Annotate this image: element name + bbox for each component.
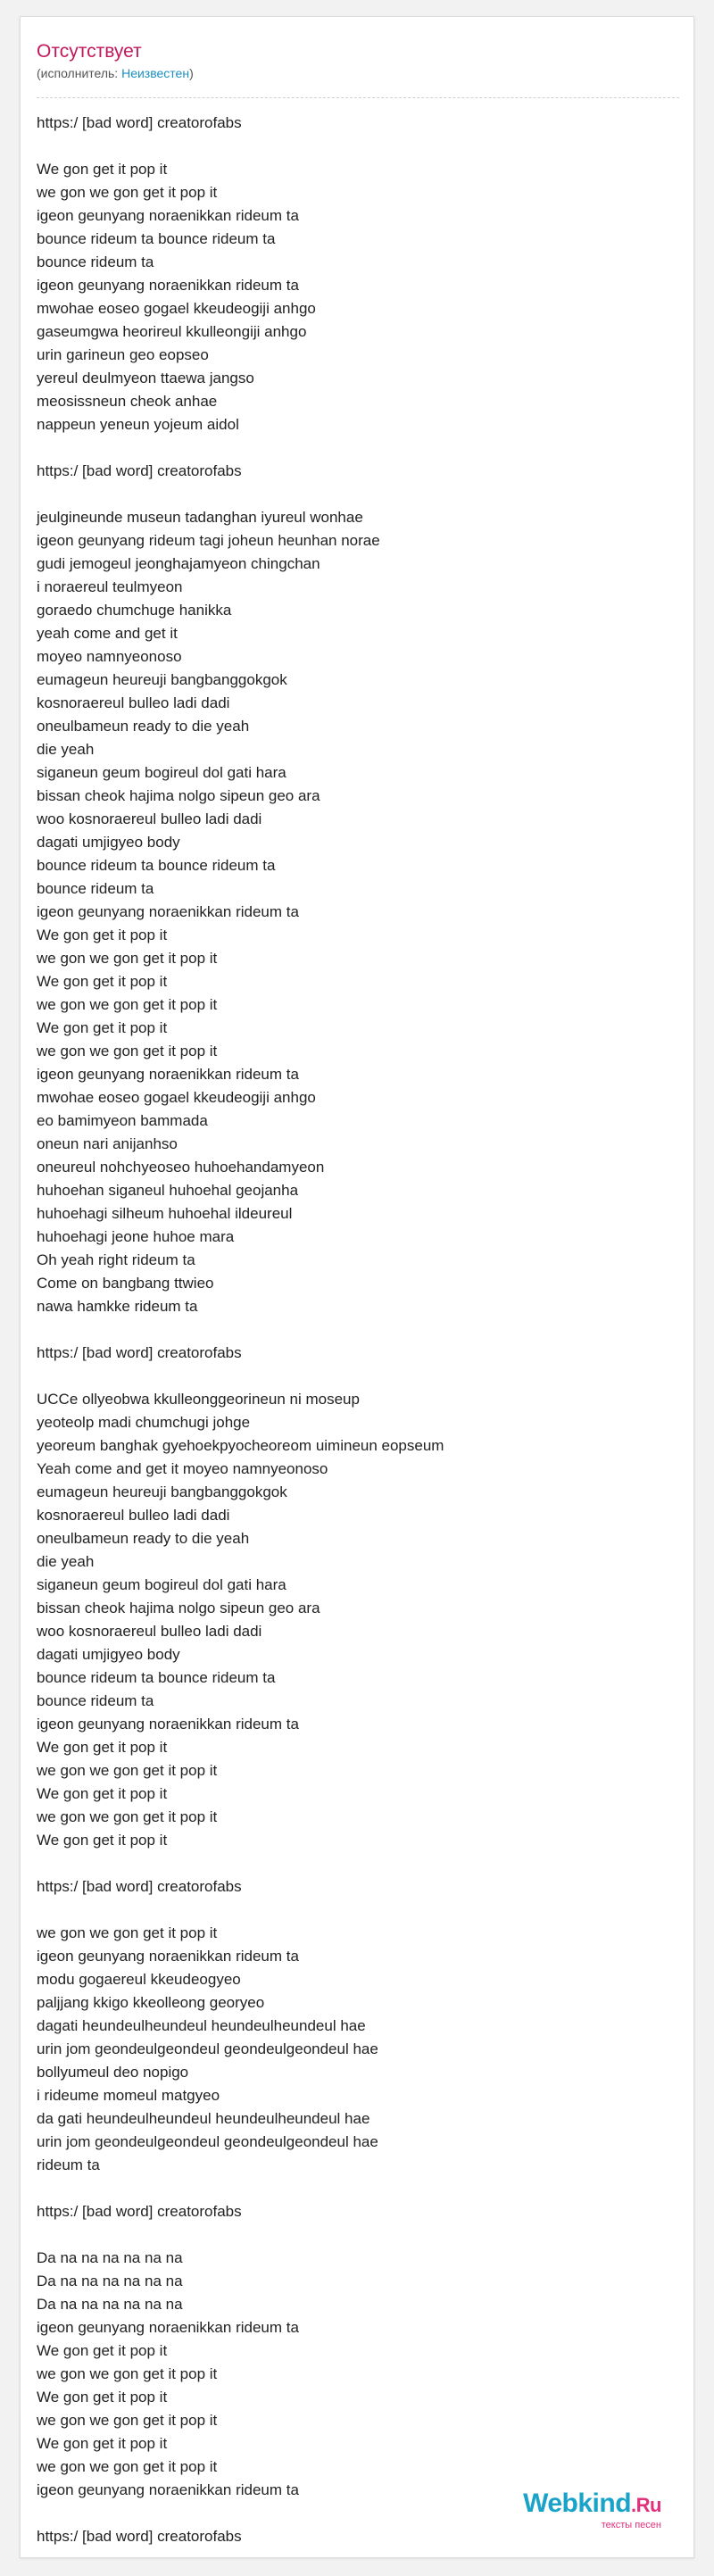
lyric-line: gudi jemogeul jeonghajamyeon chingchan [37, 555, 320, 572]
lyric-line: die yeah [37, 741, 95, 758]
lyric-line: bissan cheok hajima nolgo sipeun geo ara [37, 1600, 320, 1616]
lyric-line: igeon geunyang noraenikkan rideum ta [37, 1948, 299, 1965]
lyric-line: igeon geunyang noraenikkan rideum ta [37, 2319, 299, 2336]
lyric-line: igeon geunyang noraenikkan rideum ta [37, 903, 299, 920]
lyric-line: We gon get it pop it [37, 1019, 168, 1036]
lyric-line: igeon geunyang rideum tagi joheun heunhan norae [37, 532, 380, 549]
lyric-line: https:/ [bad word] creatorofabs [37, 1344, 242, 1361]
lyric-line: yeoteolp madi chumchugi johge [37, 1414, 251, 1431]
lyric-line: bounce rideum ta bounce rideum ta [37, 857, 276, 874]
lyric-line: We gon get it pop it [37, 1832, 168, 1849]
lyric-line: eumageun heureuji bangbanggokgok [37, 671, 287, 688]
lyric-line: kosnoraereul bulleo ladi dadi [37, 1507, 230, 1524]
logo-kind-text: kind [577, 2489, 632, 2518]
lyric-line: oneulbameun ready to die yeah [37, 1530, 250, 1547]
lyric-blank-line [37, 483, 679, 506]
lyric-blank-line [37, 436, 679, 460]
lyric-blank-line [37, 1365, 679, 1388]
artist-suffix: ) [189, 66, 194, 80]
lyric-line: we gon we gon get it pop it [37, 1808, 218, 1825]
lyric-line: huhoehagi silheum huhoehal ildeureul [37, 1205, 293, 1222]
lyric-line: Come on bangbang ttwieo [37, 1275, 214, 1292]
song-header [37, 40, 679, 81]
lyric-line: bollyumeul deo nopigo [37, 2064, 189, 2081]
lyric-blank-line [37, 1899, 679, 1922]
lyric-line: dagati heundeulheundeul heundeulheundeul hae [37, 2017, 366, 2034]
lyric-line: igeon geunyang noraenikkan rideum ta [37, 2481, 299, 2498]
lyric-line: Yeah come and get it moyeo namnyeonoso [37, 1460, 328, 1477]
lyric-line: We gon get it pop it [37, 2389, 168, 2406]
lyric-line: i noraereul teulmyeon [37, 578, 183, 595]
lyric-line: we gon we gon get it pop it [37, 184, 218, 201]
webkind-logo[interactable] [523, 2489, 661, 2530]
lyric-line: siganeun geum bogireul dol gati hara [37, 764, 286, 781]
artist-link[interactable]: Неизвестен [121, 66, 190, 80]
lyric-line: huhoehan siganeul huhoehal geojanha [37, 1182, 299, 1199]
lyric-line: we gon we gon get it pop it [37, 2412, 218, 2429]
artist-prefix: (исполнитель: [37, 66, 122, 80]
lyric-line: igeon geunyang noraenikkan rideum ta [37, 277, 299, 294]
lyric-line: we gon we gon get it pop it [37, 2365, 218, 2382]
lyric-line: die yeah [37, 1553, 95, 1570]
header-divider [37, 97, 679, 98]
lyric-line: we gon we gon get it pop it [37, 1043, 218, 1059]
lyric-line: meosissneun cheok anhae [37, 393, 218, 410]
lyric-line: urin garineun geo eopseo [37, 346, 209, 363]
lyric-line: https:/ [bad word] creatorofabs [37, 114, 242, 131]
lyric-line: goraedo chumchuge hanikka [37, 602, 232, 619]
lyric-line: Da na na na na na na [37, 2273, 183, 2289]
lyric-line: oneulbameun ready to die yeah [37, 718, 250, 735]
lyric-blank-line [37, 135, 679, 158]
lyric-line: nappeun yeneun yojeum aidol [37, 416, 239, 433]
lyric-line: eo bamimyeon bammada [37, 1112, 208, 1129]
lyric-line: mwohae eoseo gogael kkeudeogiji anhgo [37, 300, 316, 317]
lyric-line: https:/ [bad word] creatorofabs [37, 462, 242, 479]
song-title: Отсутствует [37, 41, 142, 62]
lyric-blank-line [37, 1852, 679, 1875]
lyric-line: we gon we gon get it pop it [37, 2458, 218, 2475]
lyrics-body [37, 112, 679, 2548]
lyric-line: we gon we gon get it pop it [37, 996, 218, 1013]
lyric-line: woo kosnoraereul bulleo ladi dadi [37, 810, 262, 827]
lyric-line: huhoehagi jeone huhoe mara [37, 1228, 235, 1245]
lyric-line: igeon geunyang noraenikkan rideum ta [37, 1066, 299, 1083]
lyric-line: igeon geunyang noraenikkan rideum ta [37, 1716, 299, 1733]
logo-web-text: Web [523, 2489, 578, 2518]
lyric-line: yereul deulmyeon ttaewa jangso [37, 370, 254, 386]
lyric-line: We gon get it pop it [37, 1739, 168, 1756]
lyric-line: igeon geunyang noraenikkan rideum ta [37, 207, 299, 224]
lyric-line: https:/ [bad word] creatorofabs [37, 2203, 242, 2220]
lyric-blank-line [37, 1318, 679, 1342]
lyric-line: mwohae eoseo gogael kkeudeogiji anhgo [37, 1089, 316, 1106]
lyric-line: i rideume momeul matgyeo [37, 2087, 220, 2104]
lyric-line: urin jom geondeulgeondeul geondeulgeondeul hae [37, 2133, 378, 2150]
lyric-line: oneun nari anijanhso [37, 1135, 178, 1152]
lyric-line: we gon we gon get it pop it [37, 1762, 218, 1779]
lyric-line: we gon we gon get it pop it [37, 950, 218, 967]
lyric-line: siganeun geum bogireul dol gati hara [37, 1576, 286, 1593]
lyric-line: rideum ta [37, 2156, 100, 2173]
lyric-line: modu gogaereul kkeudeogyeo [37, 1971, 241, 1988]
lyric-line: dagati umjigyeo body [37, 1646, 180, 1663]
lyric-line: We gon get it pop it [37, 2435, 168, 2452]
lyric-line: https:/ [bad word] creatorofabs [37, 1878, 242, 1895]
artist-line [37, 65, 679, 81]
lyric-line: gaseumgwa heorireul kkulleongiji anhgo [37, 323, 307, 340]
lyric-line: da gati heundeulheundeul heundeulheundeul hae [37, 2110, 370, 2127]
lyric-line: We gon get it pop it [37, 2342, 168, 2359]
logo-ru-text: .Ru [631, 2494, 661, 2516]
lyric-line: jeulgineunde museun tadanghan iyureul wonhae [37, 509, 363, 526]
logo-tagline: тексты песен [601, 2520, 661, 2530]
lyric-line: kosnoraereul bulleo ladi dadi [37, 694, 230, 711]
lyric-line: UCCe ollyeobwa kkulleonggeorineun ni moseup [37, 1391, 360, 1408]
lyric-line: bounce rideum ta [37, 880, 154, 897]
lyric-line: Da na na na na na na [37, 2249, 183, 2266]
lyric-line: moyeo namnyeonoso [37, 648, 182, 665]
lyric-line: oneureul nohchyeoseo huhoehandamyeon [37, 1159, 325, 1176]
lyrics-card [20, 16, 694, 2558]
lyric-line: bounce rideum ta [37, 1692, 154, 1709]
lyric-line: urin jom geondeulgeondeul geondeulgeondeul hae [37, 2040, 378, 2057]
lyric-blank-line [37, 2177, 679, 2200]
lyric-line: bounce rideum ta bounce rideum ta [37, 230, 276, 247]
lyric-line: yeah come and get it [37, 625, 178, 642]
lyric-blank-line [37, 2223, 679, 2247]
lyric-line: Da na na na na na na [37, 2296, 183, 2313]
lyric-line: dagati umjigyeo body [37, 834, 180, 851]
lyric-line: Oh yeah right rideum ta [37, 1251, 195, 1268]
lyric-line: yeoreum banghak gyehoekpyocheoreom uimineun eopseum [37, 1437, 444, 1454]
lyric-line: bissan cheok hajima nolgo sipeun geo ara [37, 787, 320, 804]
lyric-line: eumageun heureuji bangbanggokgok [37, 1483, 287, 1500]
lyric-line: we gon we gon get it pop it [37, 1924, 218, 1941]
lyric-line: bounce rideum ta [37, 253, 154, 270]
lyric-line: nawa hamkke rideum ta [37, 1298, 198, 1315]
lyric-line: woo kosnoraereul bulleo ladi dadi [37, 1623, 262, 1640]
lyric-line: We gon get it pop it [37, 161, 168, 178]
lyric-line: We gon get it pop it [37, 973, 168, 990]
lyric-line: We gon get it pop it [37, 1785, 168, 1802]
lyric-line: bounce rideum ta bounce rideum ta [37, 1669, 276, 1686]
lyric-line: We gon get it pop it [37, 927, 168, 943]
lyric-line: https:/ [bad word] creatorofabs [37, 2528, 242, 2545]
lyric-line: paljjang kkigo kkeolleong georyeo [37, 1994, 265, 2011]
